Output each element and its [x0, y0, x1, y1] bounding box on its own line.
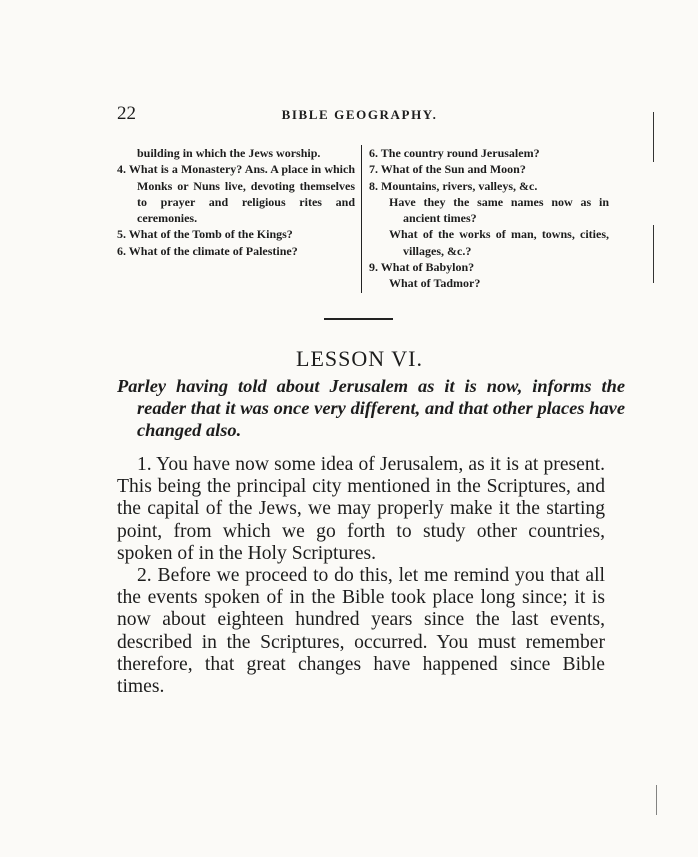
question-item: 9. What of Babylon?	[369, 260, 475, 275]
lesson-title: LESSON VI.	[296, 346, 423, 371]
section-divider-rule	[324, 318, 393, 320]
running-title: BIBLE GEOGRAPHY.	[281, 107, 438, 122]
body-paragraph: 2. Before we proceed to do this, let me remind you that all the events spoken of in the Bible took place long since; it is now about eighteen hundred years since the last events, described in the Scriptures, occurred. You must remember therefore, that great changes have happened since Bible times.	[117, 565, 605, 698]
column-divider	[361, 145, 362, 293]
questions-right-column	[369, 145, 609, 292]
question-item: 8. Mountains, rivers, valleys, &c.	[369, 178, 538, 193]
scan-edge-mark	[653, 112, 654, 162]
page-header	[117, 103, 602, 129]
lesson-summary: Parley having told about Jerusalem as it is now, informs the reader that it was once very different, and that other places have changed also.	[117, 376, 625, 440]
question-item: 6. What of the climate of Palestine?	[117, 243, 298, 258]
scan-edge-mark	[656, 785, 657, 815]
question-item: 7. What of the Sun and Moon?	[369, 162, 526, 177]
scan-edge-mark	[653, 225, 654, 283]
question-item: Have they the same names now as in ancient times?	[389, 194, 609, 226]
question-item: 4. What is a Monastery? Ans. A place in which Monks or Nuns live, devoting themselves to prayer and religious rites and ceremonies.	[117, 162, 355, 226]
question-item: What of the works of man, towns, cities, villages, &c.?	[389, 227, 609, 258]
question-item: What of Tadmor?	[389, 276, 481, 291]
question-item: building in which the Jews worship.	[137, 146, 321, 160]
question-item: 5. What of the Tomb of the Kings?	[117, 227, 293, 242]
page-number: 22	[117, 103, 136, 124]
questions-left-column	[117, 145, 355, 259]
question-item: 6. The country round Jerusalem?	[369, 146, 540, 160]
review-questions	[117, 145, 607, 295]
body-paragraph: 1. You have now some idea of Jerusalem, as it is at present. This being the principal city mentioned in the Scriptures, and the capital of the Jews, we may properly make it the starting point, from which we go forth to study other countries, spoken of in the Holy Scriptures.	[117, 454, 605, 564]
lesson-body	[117, 454, 605, 698]
